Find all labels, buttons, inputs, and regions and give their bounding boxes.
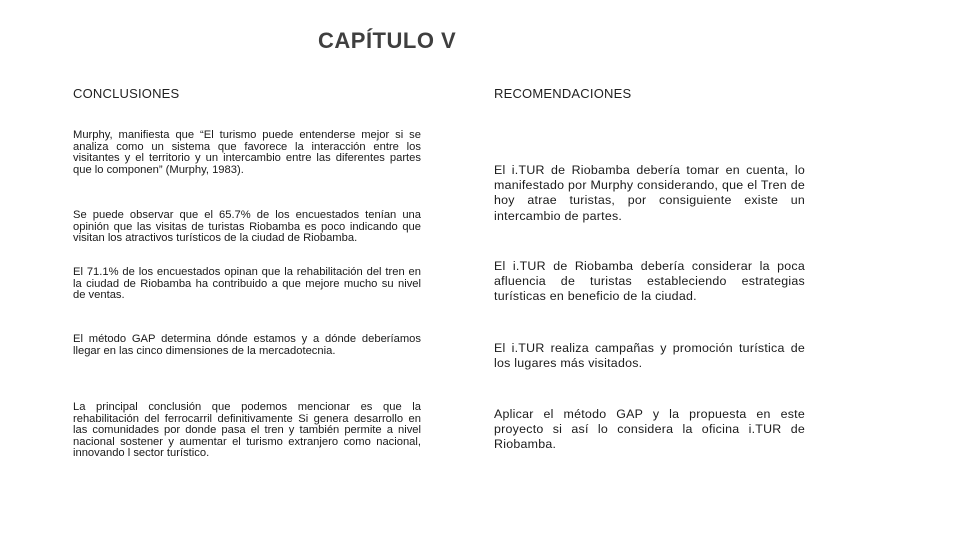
recommendation-paragraph: El i.TUR de Riobamba debería tomar en cuenta, lo manifestado por Murphy considerando, que el Tren de hoy atrae turistas, por consiguiente existe un intercambio de partes. [494,163,805,223]
conclusion-paragraph: La principal conclusión que podemos mencionar es que la rehabilitación del ferrocarril definitivamente Si genera desarrollo en las comunidades por donde pasa el tren y también permite a nivel nacional sostener y aumentar el turismo extranjero como nacional, innovando l sector turístico. [73,401,421,459]
conclusions-heading: CONCLUSIONES [73,86,180,101]
recommendation-paragraph: El i.TUR realiza campañas y promoción turística de los lugares más visitados. [494,341,805,371]
conclusion-paragraph: El 71.1% de los encuestados opinan que la rehabilitación del tren en la ciudad de Riobamba ha contribuido a que mejore mucho su nivel de ventas. [73,266,421,301]
conclusion-paragraph: El método GAP determina dónde estamos y a dónde deberíamos llegar en las cinco dimensiones de la mercadotecnia. [73,333,421,357]
recommendations-heading: RECOMENDACIONES [494,86,632,101]
conclusion-paragraph: Murphy, manifiesta que “El turismo puede entenderse mejor si se analiza como un sistema que favorece la interacción entre los visitantes y el territorio y un intercambio entre las diferentes partes que lo componen” (Murphy, 1983). [73,129,421,176]
chapter-title: CAPÍTULO V [318,28,457,53]
recommendation-paragraph: Aplicar el método GAP y la propuesta en este proyecto si así lo considera la oficina i.TUR de Riobamba. [494,407,805,452]
conclusion-paragraph: Se puede observar que el 65.7% de los encuestados tenían una opinión que las visitas de turistas Riobamba es poco indicando que visitan los atractivos turísticos de la ciudad de Riobamba. [73,209,421,244]
recommendation-paragraph: El i.TUR de Riobamba debería considerar la poca afluencia de turistas estableciendo estrategias turísticas en beneficio de la ciudad. [494,259,805,304]
